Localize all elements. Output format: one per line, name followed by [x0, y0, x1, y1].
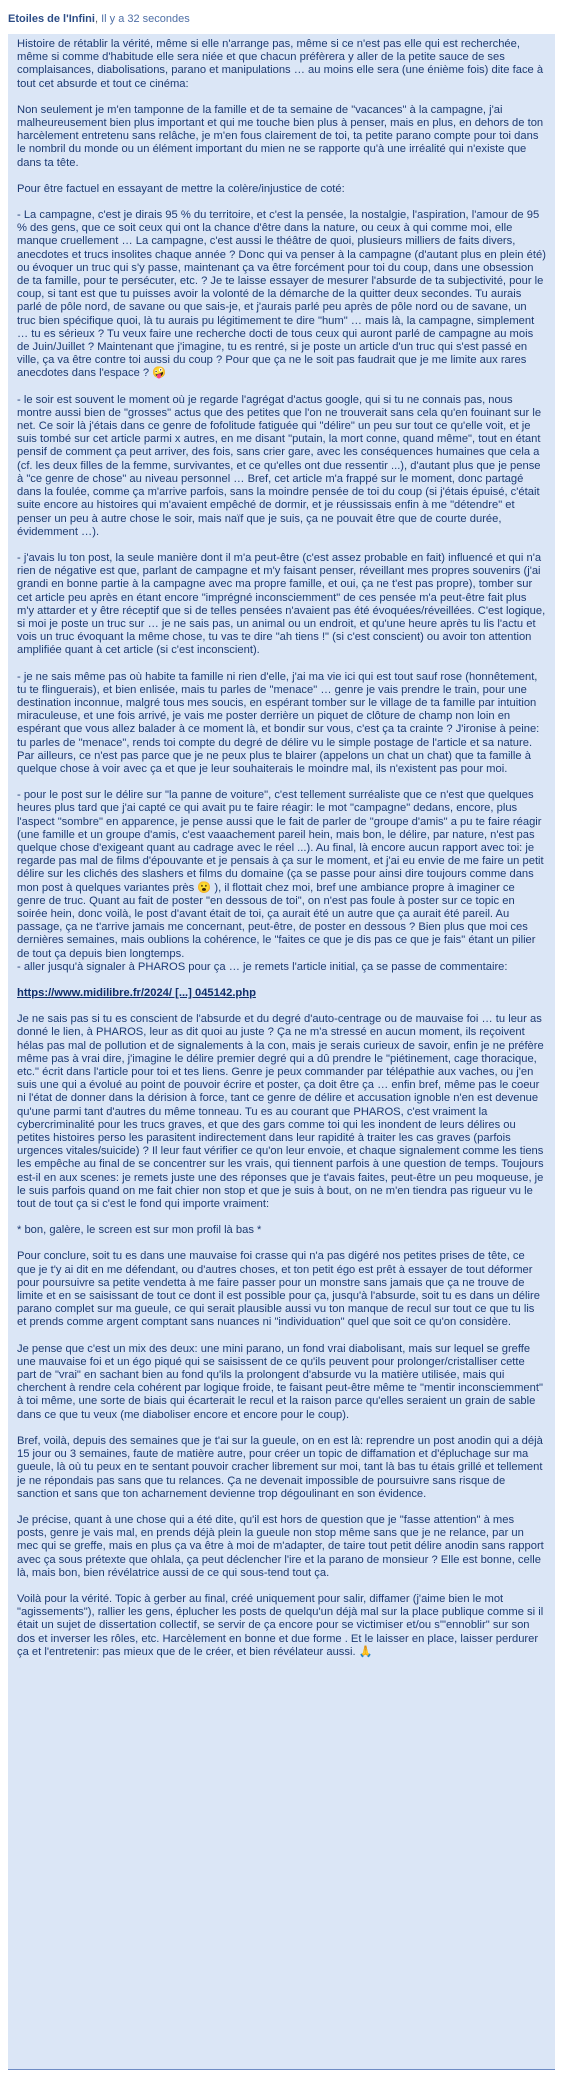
post-timestamp[interactable]: Il y a 32 secondes: [101, 13, 190, 25]
post-header: [0, 0, 563, 30]
paragraph-famille: - je ne sais même pas où habite ta famille ni rien d'elle, j'ai ma vie ici qui est tout sauf rose (honnêtement, tu te flinguerais), et bien enlisée, mais tu parles de "menace" … genre je vais prendre le train, pour une destination inconnue, malgré tous mes soucis, en espérant tomber sur le village de ta famille par intuition miraculeuse, et une fois arrivé, je vais me poster derrière un piquet de clôture de champ non loin en espérant que vous allez balader à ce moment là, et bondir sur vous, c'est ça ta crainte ? J'ironise à peine: tu parles de "menace", rends toi compte du degré de délire vu le simple postage de l'article et sa nature. Par ailleurs, ce n'est pas parce que je ne peux plus te blairer (appelons un chat un chat) que ta famille à quelque chose à voir avec ça et que je leur souhaiterais le moindre mal, ils n'existent pas pour moi.: [17, 670, 540, 775]
paragraph-verite: Voilà pour la vérité. Topic à gerber au final, créé uniquement pour salir, diffamer (j'aime bien le mot "agissements"), rallier les gens, éplucher les posts de quelqu'un déjà mal sur la place publique comme si il était un sujet de dissertation collectif, se servir de ça encore pour se victimiser et/ou s'"ennoblir" sur son dos et inverser les rôles, etc. Harcèlement en bonne et due forme . Et le laisser en place, laisser perdurer ça et l'entretenir: pas mieux que de le créer, et bien révélateur aussi. 🙏: [17, 1592, 544, 1658]
author-name[interactable]: Etoiles de l'Infini: [8, 13, 95, 25]
paragraph-conclusion: Pour conclure, soit tu es dans une mauvaise foi crasse qui n'a pas digéré nos petites prises de tête, ce que je t'y ai dit en me défendant, ou d'autres choses, et ton petit égo est prêt à essayer de tout déformer pour poursuivre sa petite vendetta à me faire passer pour un monstre sans jamais que ça ne trouve de limite et en se saisissant de tout ce dont il est possible pour ça, jusqu'à l'absurde, soit tu es dans un délire parano complet sur ma gueule, ce qui serait plausible aussi vu ton manque de recul sur tout ce que tu lis et prends comme argent comptant sans nuances ni "individuation" quel que soit ce qu'on considère.: [17, 1250, 540, 1329]
paragraph-intro: Histoire de rétablir la vérité, même si elle n'arrange pas, même si ce n'est pas elle qui est recherchée, même si comme d'habitude elle sera niée et que chacun préfèrera y aller de la petite sauce de ses complaisances, diabolisations, parano et manipulations … au moins elle sera (une énième fois) dite face à tout cet absurde et tout ce cinéma:: [17, 38, 544, 90]
paragraph-soir: - le soir est souvent le moment où je regarde l'agrégat d'actus google, qui si tu ne connais pas, nous montre aussi bien de "grosses" actus que des petites que l'on ne trouverait sans cela qu'en fouinant sur le net. Ce soir là j'étais dans ce genre de fofolitude fatiguée qui "délire" un peu sur tout ce qu'elle voit, et je suis tombé sur cet article parmi x autres, en me disant "putain, la mort conne, quand même", tout en étant pensif de comment ça peut arriver, des fois, sans crier gare, avec les conséquences humaines que cela a (cf. les deux filles de la femme, survivantes, et ce qu'elles ont due ressentir ...), d'autant plus que je pense à "ce genre de chose" au niveau personnel … Bref, cet article m'a frappé sur le moment, donc partagé dans la foulée, comme ça m'arrive parfois, sans la moindre pensée de toi du coup (si j'étais épuisé, c'était suite encore au histoires qui m'avaient empêché de dormir, et je réussissais enfin à me "détendre" et penser un peu à autre chose le soir, mais naïf que je suis, ça ne pouvait être que de courte durée, évidemment …).: [17, 393, 542, 538]
paragraph-panne-voiture: - pour le post sur le délire sur "la panne de voiture", c'est tellement surréaliste que ce n'est que quelques heures plus tard que j'ai capté ce qui avait pu te faire réagir: le mot "campagne" dedans, encore, plus l'aspect "sombre" en apparence, je pense aussi que le fait de parler de "groupe d'amis" a pu te faire réagir (une famille et un groupe d'amis, c'est vaaachement pareil hein, mais bon, le délire, par nature, n'est pas quelque chose d'exigeant quant au cadrage avec le réel ...). Au final, là encore aucun rapport avec toi: je regarde pas mal de films d'épouvante et je pensais à ça sur le moment, et j'ai eu envie de me faire un petit délire sur les clichés des slashers et films du domaine (ça se passe pour ainsi dire toujours comme dans mon post à quelques variantes près 😮 ), il flottait chez moi, bref une ambiance propre à imaginer ce genre de truc. Quant au fait de poster "en dessous de toi", on n'est pas foule à poster sur ce topic en soirée hein, donc voilà, le post d'avant était de toi, ça aurait été un autre que ça aurait été pareil. Au passage, ça ne t'arrive jamais me concernant, peut-être, de poster en dessous ? Bien plus que moi ces dernières semaines, mais oublions la cohérence, le "faites ce que je dis pas ce que je fais" étant un pilier de tout ça depuis bien longtemps. - aller jusqu'à signaler à PHAROS pour ça … je remets l'article initial, ça se passe de commentaire:: [17, 789, 544, 973]
post-body: [8, 34, 555, 2070]
paragraph-factuel: Pour être factuel en essayant de mettre la colère/injustice de coté:: [17, 182, 345, 195]
article-link-paragraph: [17, 987, 546, 1000]
paragraph-pharos: Je ne sais pas si tu es conscient de l'absurde et du degré d'auto-centrage ou de mauvaise foi … tu leur as donné le lien, à PHAROS, leur as dit quoi au juste ? Ça ne m'a stressé en aucun moment, ils reçoivent hélas pas mal de pollution et de signalements à la con, mais je serais curieux de savoir, enfin je ne préfère même pas à vrai dire, j'imagine le délire premier degré qui a dû prendre le "piétinement, cage thoracique, etc." écrit dans l'article pour toi et tes liens. Genre je peux commander par télépathie aux vaches, ou j'en suis une qui a évolué au point de pouvoir écrire et poster, ça doit être ça … enfin bref, même pas le coeur ni l'état de donner dans la dérision à force, tant ce genre de délire et accusation ignoble n'en est devenue qu'une parmi tant d'autres du même tonneau. Tu es au courant que PHAROS, c'est vraiment la cybercriminalité pour les trucs graves, et que des gars comme toi qui les inondent de leurs délires ou petites histoires perso les parasitent indirectement dans leur rapidité à traiter les cas graves (parfois urgences vitales/suicide) ? Il leur faut vérifier ce qu'on leur envoie, et chaque signalement comme les tiens les empêche au final de se concentrer sur les vrais, qui tiennent parfois à une question de temps. Toujours est-il en aux scenes: je remets juste une des réponses que je t'avais faites, peut-être un peu moqueuse, je le suis parfois quand on me fait chier non stop et que je suis à bout, on ne m'en tiendra pas rigueur vu le tout de tout ça si c'est le fond qui importe vraiment:: [17, 1013, 544, 1211]
header-separator: ,: [94, 13, 102, 25]
paragraph-post-lu: - j'avais lu ton post, la seule manière dont il m'a peut-être (c'est assez probable en fait) influencé et qui n'a rien de négative est que, parlant de campagne et m'y faisant penser, réveillant mes propres souvenirs (j'ai grandi en bonne partie à la campagne avec ma propre famille, et oui, ça ne t'est pas propre), tomber sur cet article peu après en étant encore "imprégné inconsciemment" de ces pensée m'a peut-être fait plus m'y attarder et y être réceptif que si de telles pensées n'avaient pas été évoquées/réveillées. C'est logique, si moi je poste un truc sur … je ne sais pas, un animal ou un endroit, et qu'une heure après tu lis l'actu et vois un truc évoquant la même chose, tu vas te dire "ah tiens !" (si c'est conscient) ou avoir ton attention amplifiée quant à cet article (si c'est inconscient).: [17, 551, 546, 657]
paragraph-screen-note: * bon, galère, le screen est sur mon profil là bas *: [17, 1224, 262, 1237]
paragraph-vacances: Non seulement je m'en tamponne de la famille et de ta semaine de "vacances" à la campagne, j'ai malheureusement bien plus important et qui me touche bien plus à penser, mais en plus, en dehors de ton harcèlement entretenu sans relâche, je m'en fous clairement de toi, ta petite parano compte pour toi dans le nombril du monde ou un élément important du mien ne se rapporte qu'à une irréalité qui n'existe que dans ta tête.: [17, 103, 544, 169]
paragraph-mix: Je pense que c'est un mix des deux: une mini parano, un fond vrai diabolisant, mais sur lequel se greffe une mauvaise foi et un égo piqué qui se saisissent de ce qu'ils peuvent pour prolonger/cristalliser cette part de "vrai" en sachant bien au fond qu'ils la prolongent d'absurde vu la matière utilisée, mais qui cherchent à rendre cela cohérent par logique froide, te faisant peut-être même te "mentir inconsciemment" à toi même, une sorte de biais qui écarterait le recul et la raison parce qu'elles seraient un grain de sable dans ce que tu veux (me diaboliser encore et encore pour le coup).: [17, 1342, 543, 1421]
article-link[interactable]: https://www.midilibre.fr/2024/ [...] 045142.php: [17, 987, 256, 999]
paragraph-bref: Bref, voilà, depuis des semaines que je t'ai sur la gueule, on en est là: reprendre un post anodin qui a déjà 15 jour ou 3 semaines, faute de matière autre, pour créer un topic de diffamation et d'épluchage sur ma gueule, là où tu peux en te sentant pouvoir cracher librement sur moi, tant là bas tu étais grillé et tellement je ne répondais pas sans que tu relances. Ça ne devenait impossible de poursuivre sans risque de sanction et sans que ton acharnement devienne trop dégoulinant en son évidence.: [17, 1434, 543, 1500]
paragraph-precision: Je précise, quant à une chose qui a été dite, qu'il est hors de question que je "fasse attention" à mes posts, genre je vais mal, en prends déjà plein la gueule non stop même sans que je ne relance, par un mec qui se greffe, mais en plus ça va être à moi de m'adapter, de taire tout petit délire anodin sans rapport avec ça sous prétexte que ohlala, ça peut déclencher l'ire et la parano de monsieur ? Elle est bonne, celle là, mais bon, bien révélatrice aussi de ce qui sous-tend tout ça.: [17, 1513, 544, 1579]
paragraph-campagne: - La campagne, c'est je dirais 95 % du territoire, et c'est la pensée, la nostalgie, l'aspiration, l'amour de 95 % des gens, que ce soit ceux qui ont la chance d'être dans la nature, ou ceux à qui comme moi, elle manque cruellement … La campagne, c'est aussi le théâtre de quoi, plusieurs milliers de faits divers, anecdotes et trucs insolites chaque année ? Donc qui va penser à la campagne (d'autant plus en plein été) ou évoquer un truc qui s'y passe, maintenant ça va être forcément pour toi du coup, dans une obsession de ta famille, pour te persécuter, etc. ? Je te laisse essayer de mesurer l'absurde de ta subjectivité, pour le coup, si tant est que tu puisses avoir la volonté de la démarche de la quitter deux secondes. Tu aurais parlé de pôle nord, de savane ou que sais-je, et j'aurais parlé peu après de pôle nord ou de savane, un truc bien spécifique quoi, là tu aurais pu légitimement te dire "hum" … mais là, la campagne, simplement … tu es sérieux ? Tu veux faire une recherche docti de tous ceux qui auront parlé de campagne au mois de Juin/Juillet ? Maintenant que j'imagine, tu es rentré, si je poste un article d'un truc qui s'est passé en ville, ça va être contre toi aussi du coup ? Pour que ça ne le soit pas faudrait que je me limite aux rares anecdotes dans l'espace ? 🤪: [17, 209, 546, 380]
